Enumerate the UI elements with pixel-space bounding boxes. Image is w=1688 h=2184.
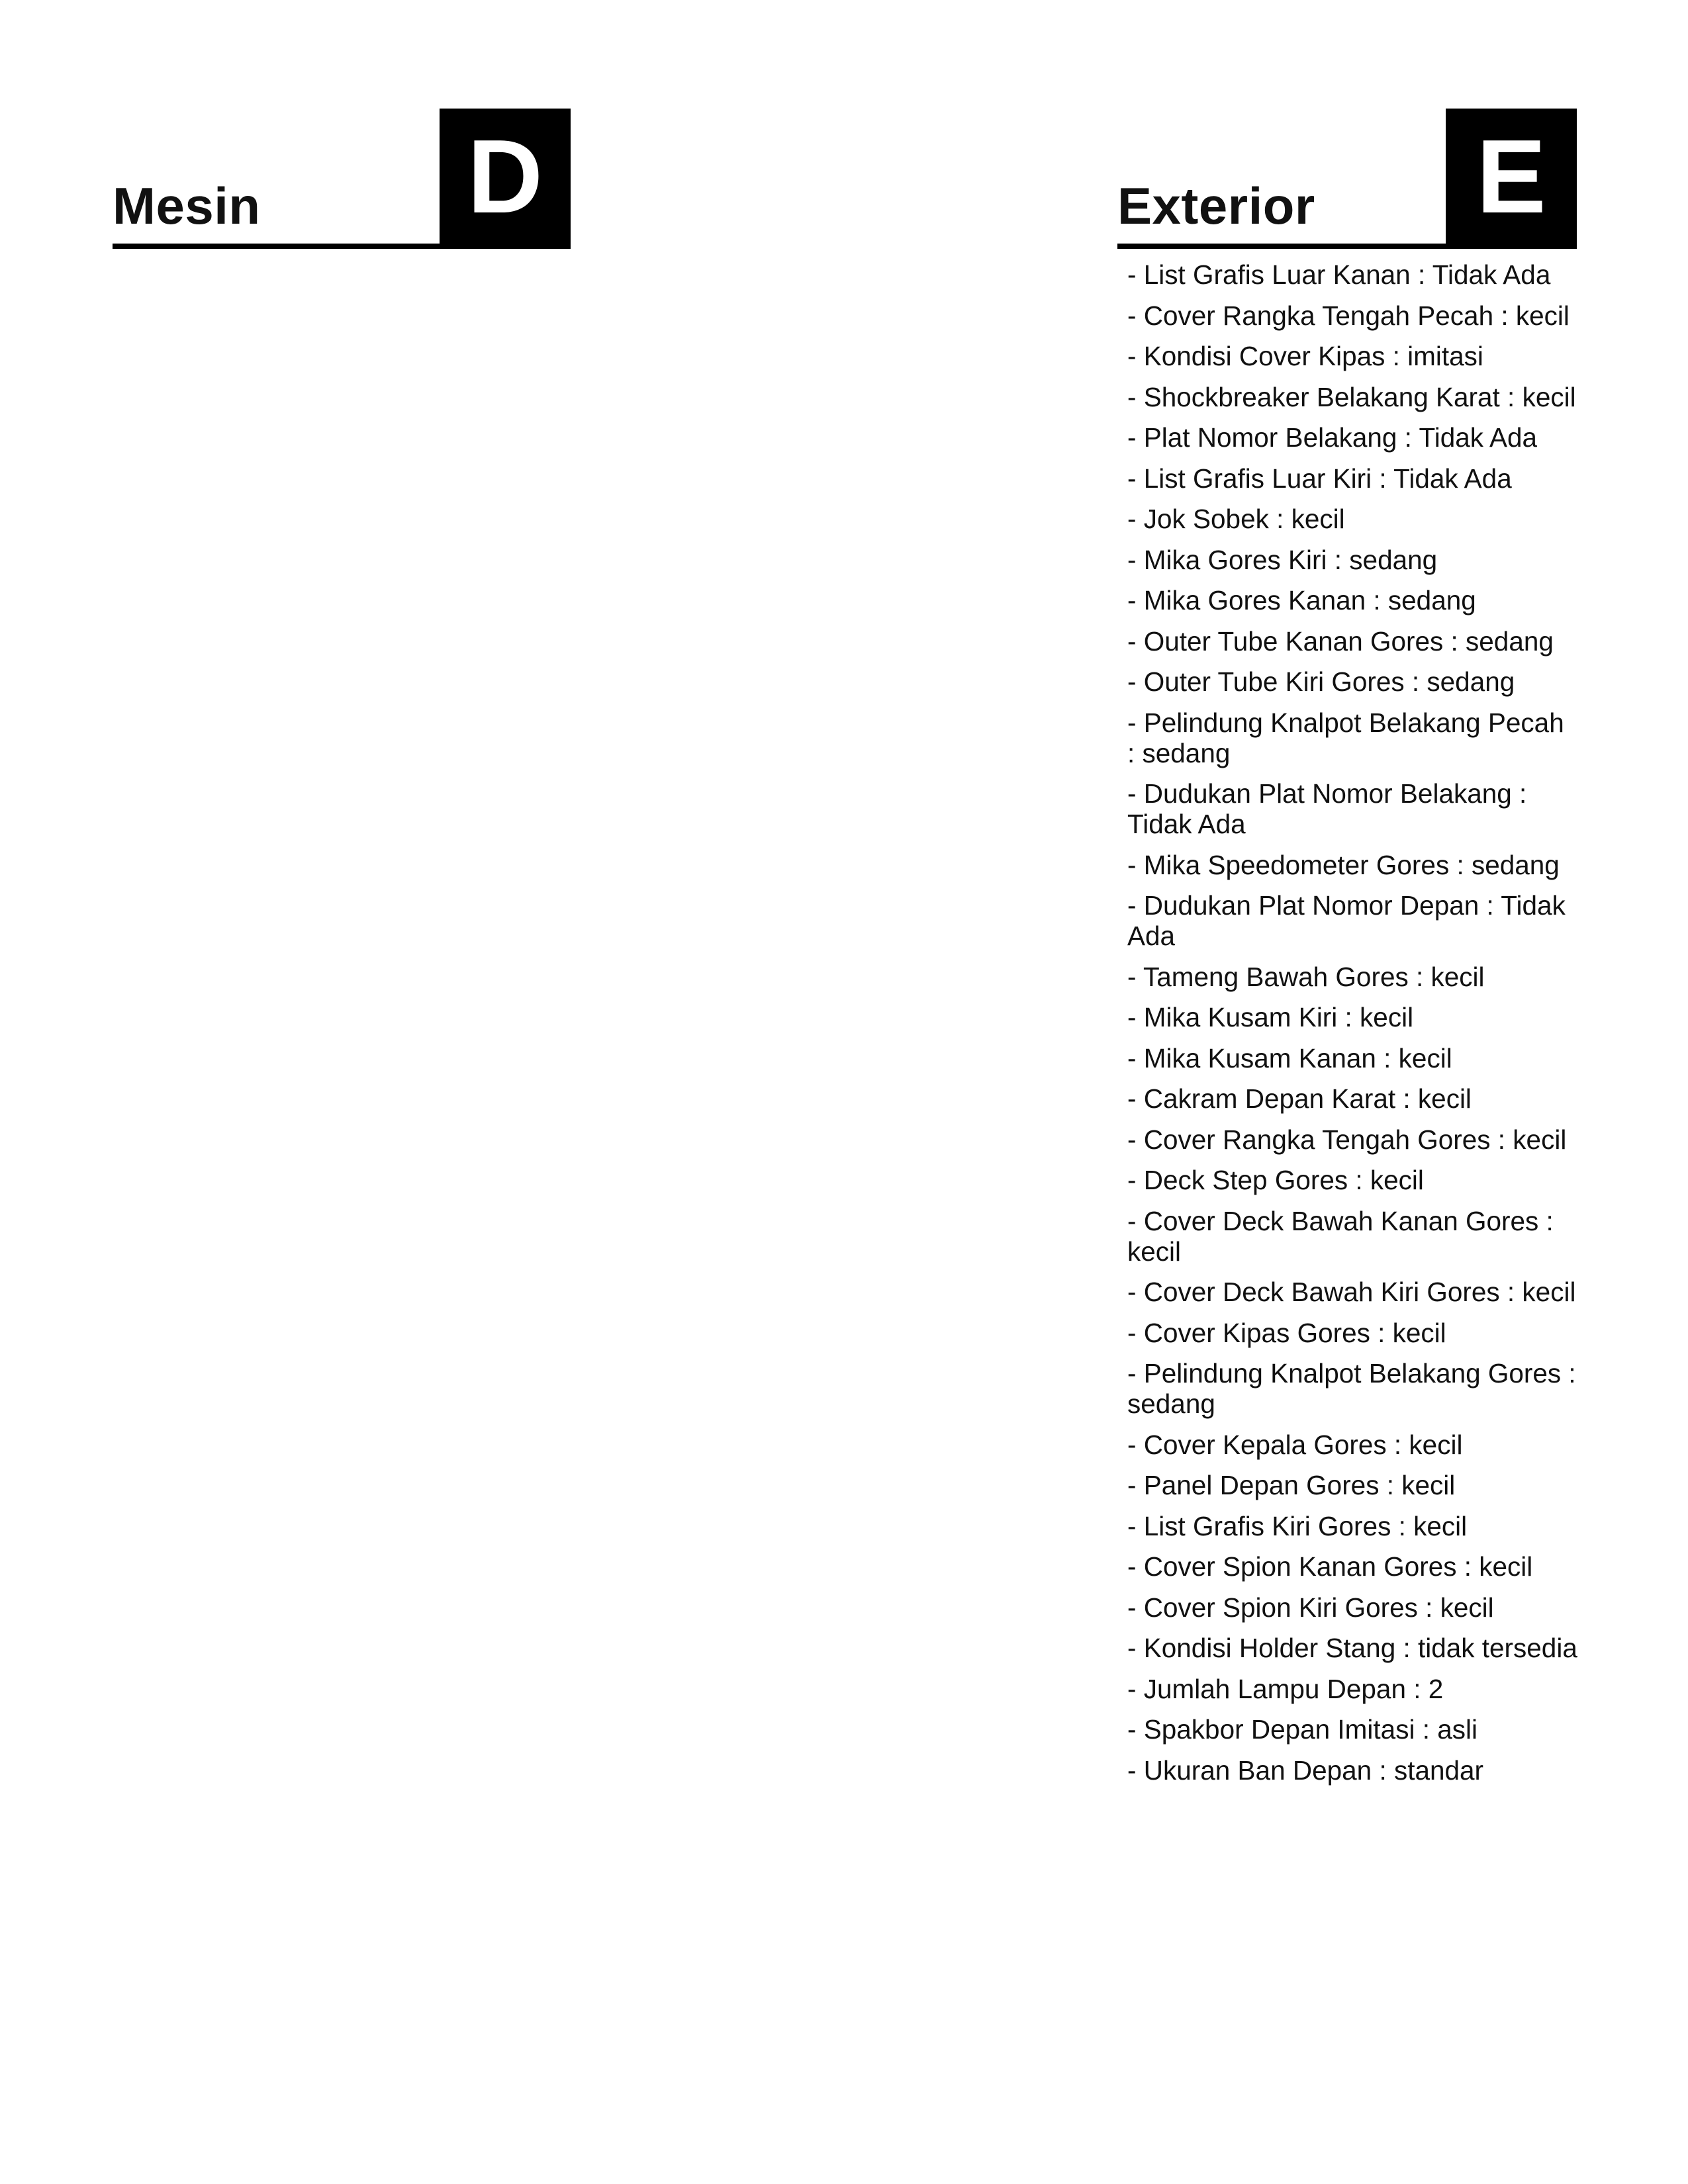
exterior-condition-item: - Cover Spion Kanan Gores : kecil	[1127, 1551, 1533, 1582]
exterior-condition-item: - List Grafis Luar Kiri : Tidak Ada	[1127, 463, 1512, 494]
exterior-condition-item: - List Grafis Kiri Gores : kecil	[1127, 1510, 1468, 1541]
exterior-condition-item: - Cover Spion Kiri Gores : kecil	[1127, 1592, 1494, 1623]
exterior-condition-item: - Mika Speedometer Gores : sedang	[1127, 849, 1560, 880]
section-letter-badge-d: D	[440, 109, 571, 245]
section-header-mesin	[113, 109, 571, 249]
exterior-condition-item: - Tameng Bawah Gores : kecil	[1127, 961, 1485, 992]
exterior-condition-item: - Pelindung Knalpot Belakang Pecah : sedang	[1127, 707, 1564, 768]
exterior-condition-item: - Outer Tube Kiri Gores : sedang	[1127, 666, 1515, 697]
exterior-condition-item: - Spakbor Depan Imitasi : asli	[1127, 1714, 1477, 1745]
exterior-condition-item: - Kondisi Holder Stang : tidak tersedia	[1127, 1633, 1577, 1663]
exterior-condition-item: - List Grafis Luar Kanan : Tidak Ada	[1127, 259, 1551, 290]
section-divider-mesin	[113, 244, 571, 249]
exterior-condition-item: - Cover Deck Bawah Kiri Gores : kecil	[1127, 1277, 1576, 1307]
exterior-condition-item: - Shockbreaker Belakang Karat : kecil	[1127, 381, 1576, 412]
exterior-condition-list	[1127, 259, 1577, 1796]
section-divider-exterior	[1117, 244, 1577, 249]
exterior-condition-item: - Mika Gores Kanan : sedang	[1127, 585, 1476, 615]
section-letter-badge-e: E	[1446, 109, 1577, 245]
exterior-condition-item: - Deck Step Gores : kecil	[1127, 1165, 1424, 1195]
exterior-condition-item: - Dudukan Plat Nomor Depan : Tidak Ada	[1127, 890, 1566, 951]
exterior-condition-item: - Mika Kusam Kanan : kecil	[1127, 1042, 1452, 1073]
section-title-exterior: Exterior	[1117, 177, 1315, 235]
exterior-condition-item: - Cover Deck Bawah Kanan Gores : kecil	[1127, 1205, 1554, 1267]
exterior-condition-item: - Jumlah Lampu Depan : 2	[1127, 1673, 1444, 1704]
exterior-condition-item: - Cover Kipas Gores : kecil	[1127, 1317, 1446, 1348]
section-header-exterior	[1117, 109, 1577, 249]
exterior-condition-item: - Pelindung Knalpot Belakang Gores : sedang	[1127, 1358, 1576, 1419]
exterior-condition-item: - Cover Rangka Tengah Pecah : kecil	[1127, 300, 1570, 331]
exterior-condition-item: - Cover Kepala Gores : kecil	[1127, 1429, 1463, 1460]
exterior-condition-item: - Cover Rangka Tengah Gores : kecil	[1127, 1124, 1567, 1155]
exterior-condition-item: - Plat Nomor Belakang : Tidak Ada	[1127, 422, 1538, 453]
exterior-condition-item: - Outer Tube Kanan Gores : sedang	[1127, 625, 1554, 657]
exterior-condition-item: - Mika Gores Kiri : sedang	[1127, 544, 1438, 575]
exterior-condition-item: - Dudukan Plat Nomor Belakang : Tidak Ada	[1127, 778, 1527, 839]
exterior-condition-item: - Cakram Depan Karat : kecil	[1127, 1083, 1472, 1114]
exterior-condition-item: - Kondisi Cover Kipas : imitasi	[1127, 341, 1483, 371]
exterior-condition-item: - Jok Sobek : kecil	[1127, 504, 1345, 534]
exterior-condition-item: - Panel Depan Gores : kecil	[1127, 1470, 1456, 1500]
exterior-condition-item: - Mika Kusam Kiri : kecil	[1127, 1002, 1414, 1032]
exterior-condition-item: - Ukuran Ban Depan : standar	[1127, 1754, 1484, 1786]
section-title-mesin: Mesin	[113, 177, 261, 235]
